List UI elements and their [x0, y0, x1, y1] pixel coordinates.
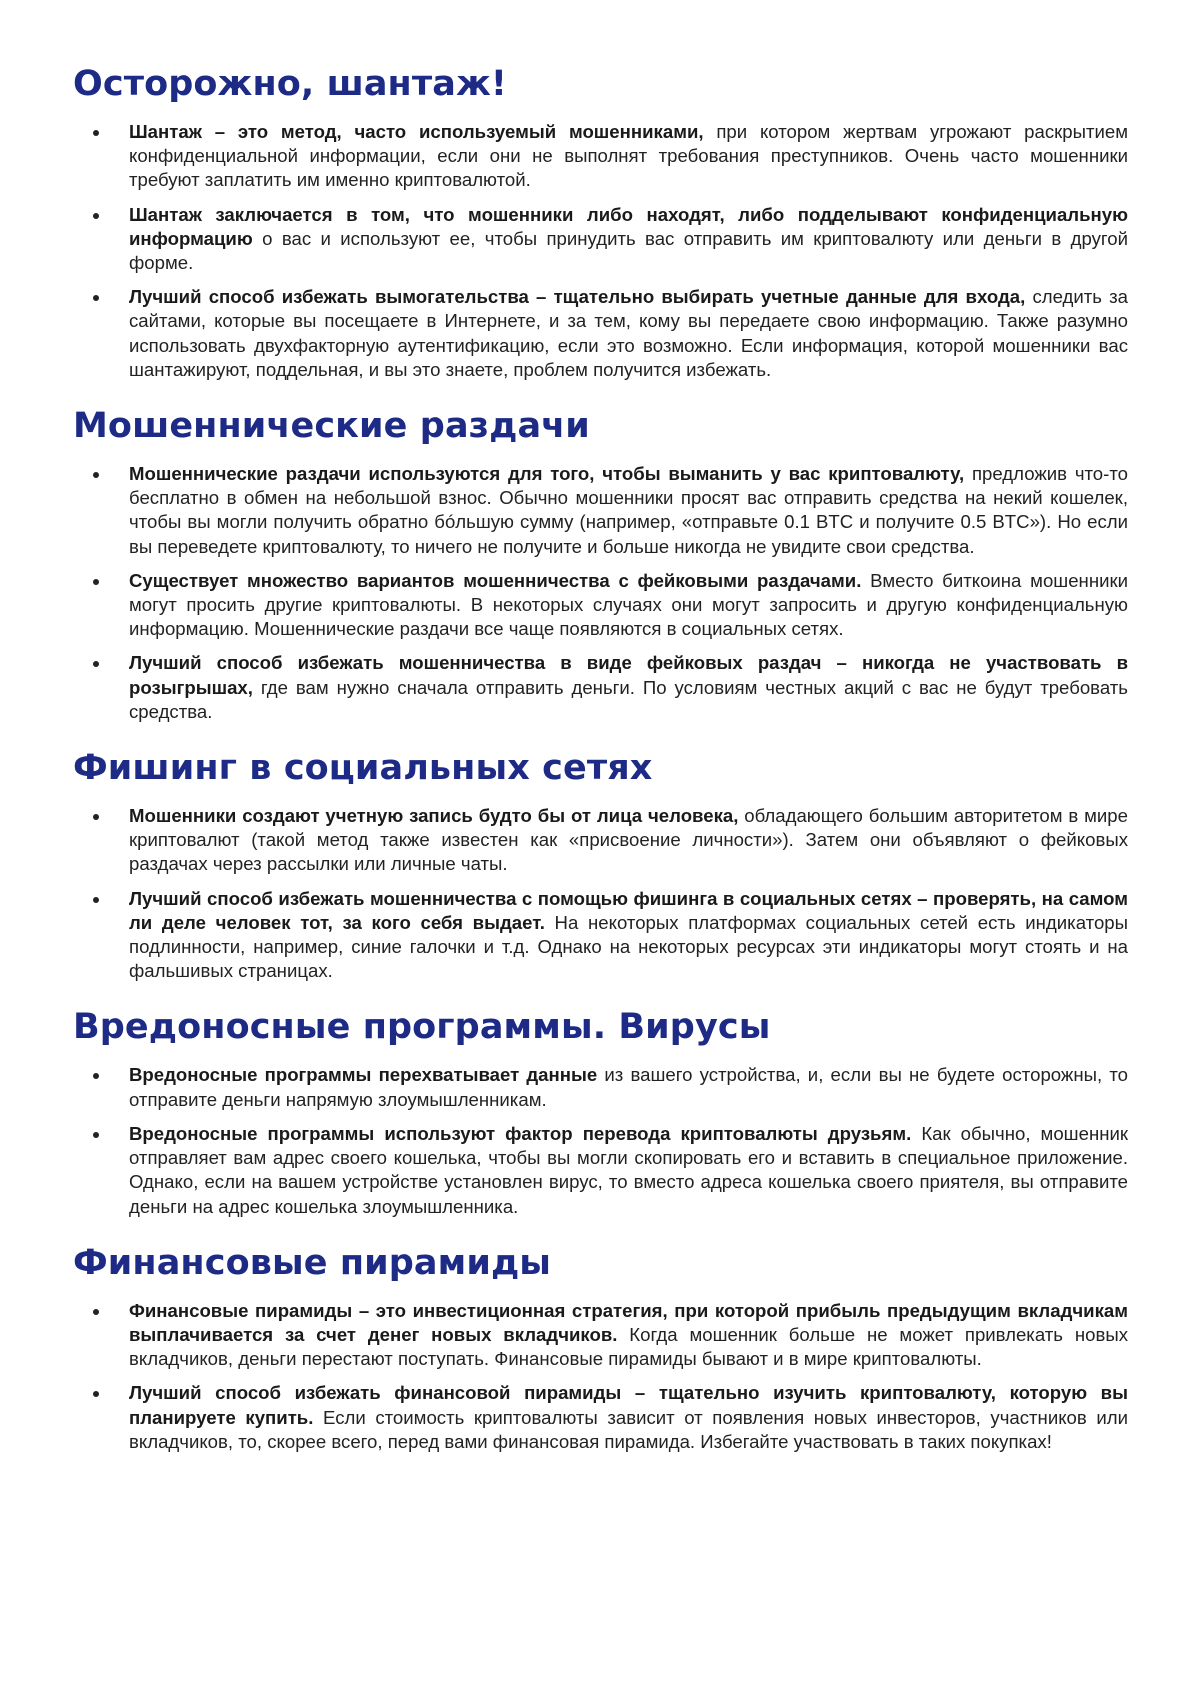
bullet-icon	[93, 295, 99, 301]
section-pyramids	[73, 1241, 1128, 1454]
list-item	[73, 1381, 1128, 1454]
item-bold-text: Финансовые пирамиды – это инвестиционная стратегия, при которой прибыль предыдущим вкладчикам выплачивается за счет денег новых вкладчиков.	[129, 1299, 1128, 1345]
item-bold-text: Вредоносные программы перехватывает данные	[129, 1064, 598, 1086]
item-text: Когда мошенник больше не может привлекать новых вкладчиков, деньги перестают поступать. Финансовые пирамиды бывают и в мире криптовалюты.	[129, 1323, 1128, 1370]
item-text: Как обычно, мошенник отправляет вам адрес своего кошелька, чтобы вы могли скопировать его и вставить в специальное приложение. Однако, если на вашем устройстве установлен вирус, то вместо адреса кошелька своего приятеля, вы отправите деньги на адрес кошелька злоумышленника.	[129, 1122, 1128, 1217]
item-text: На некоторых платформах социальных сетей есть индикаторы подлинности, например, синие галочки и т.д. Однако на некоторых ресурсах эти индикаторы могут стоять и на фальшивых страницах.	[129, 911, 1128, 982]
bullet-icon	[93, 661, 99, 667]
item-text: предложив что-то бесплатно в обмен на небольшой взнос. Обычно мошенники просят вас отправить средства на некий кошелек, чтобы вы могли получить обратно бóльшую сумму (например, «отправьте 0.1 BTC и получите 0.5 BTC»). Но если вы переведете криптовалюту, то ничего не получите и больше никогда не увидите свои средства.	[129, 463, 1128, 557]
item-bold-text: Лучший способ избежать финансовой пирамиды – тщательно изучить криптовалюту, которую вы планируете купить.	[129, 1382, 1128, 1428]
bullet-icon	[93, 472, 99, 478]
section-title: Осторожно, шантаж!	[73, 64, 507, 104]
section-giveaways	[73, 404, 1128, 724]
item-bold-text: Шантаж – это метод, часто используемый мошенниками,	[129, 121, 704, 142]
list-item	[73, 1063, 1128, 1111]
item-bold-text: Существует множество вариантов мошенничества с фейковыми раздачами.	[129, 569, 862, 591]
item-bold-text: Лучший способ избежать вымогательства – тщательно выбирать учетные данные для входа,	[129, 286, 1026, 308]
item-text: о вас и используют ее, чтобы принудить вас отправить им криптовалюту или деньги в другой форме.	[129, 227, 1128, 274]
section-title: Вредоносные программы. Вирусы	[73, 1007, 771, 1048]
section-title: Финансовые пирамиды	[73, 1242, 552, 1283]
section-title: Фишинг в социальных сетях	[73, 748, 653, 789]
bullet-list	[73, 1299, 1128, 1454]
bullet-icon	[93, 579, 99, 585]
item-text: при котором жертвам угрожают раскрытием конфиденциальной информации, если они не выполнят требования преступников. Очень часто мошенники требуют заплатить им именно криптовалютой.	[129, 121, 1128, 191]
item-bold-text: Мошеннические раздачи используются для того, чтобы выманить у вас криптовалюту,	[129, 463, 965, 485]
section-phishing	[73, 746, 1128, 983]
bullet-list	[73, 804, 1128, 983]
item-bold-text: Лучший способ избежать мошенничества с помощью фишинга в социальных сетях – проверять, на самом ли деле человек тот, за кого себя выдает.	[129, 887, 1128, 933]
list-item	[73, 285, 1128, 382]
item-bold-text: Мошенники создают учетную запись будто бы от лица человека,	[129, 805, 739, 827]
section-malware	[73, 1005, 1128, 1218]
list-item	[73, 804, 1128, 877]
list-item	[73, 1299, 1128, 1372]
item-text: где вам нужно сначала отправить деньги. По условиям честных акций с вас не будут требовать средства.	[129, 676, 1128, 722]
list-item	[73, 1122, 1128, 1219]
item-bold-text: Вредоносные программы используют фактор перевода криптовалюты друзьям.	[129, 1122, 912, 1144]
section-blackmail	[73, 62, 1128, 382]
item-text: Вместо биткоина мошенники могут просить другие криптовалюты. В некоторых случаях они могут запросить и другую конфиденциальную информацию. Мошеннические раздачи все чаще появляются в социальных сетях.	[129, 569, 1128, 640]
bullet-icon	[93, 814, 99, 820]
section-title: Мошеннические раздачи	[73, 406, 590, 447]
item-bold-text: Лучший способ избежать мошенничества в виде фейковых раздач – никогда не участвовать в розыгрышах,	[129, 652, 1128, 698]
item-text: обладающего большим авторитетом в мире криптовалют (такой метод также известен как «присвоение личности»). Затем они объявляют о фейковых раздачах через рассылки или личные чаты.	[129, 805, 1128, 875]
item-text: из вашего устройства, и, если вы не будете осторожны, то отправите деньги напрямую злоумышленникам.	[129, 1064, 1128, 1110]
bullet-icon	[93, 897, 99, 903]
bullet-icon	[93, 1132, 99, 1138]
bullet-icon	[93, 1073, 99, 1079]
list-item	[73, 569, 1128, 642]
item-text: следить за сайтами, которые вы посещаете в Интернете, и за тем, кому вы передаете свою информацию. Также разумно использовать двухфакторную аутентификацию, если это возможно. Если информация, которой мошенники вас шантажируют, поддельная, и вы это знаете, проблем получится избежать.	[129, 286, 1129, 380]
item-text: Если стоимость криптовалюты зависит от появления новых инвесторов, участников или вкладчиков, то, скорее всего, перед вами финансовая пирамида. Избегайте участвовать в таких покупках!	[129, 1406, 1128, 1452]
list-item	[73, 203, 1128, 276]
bullet-icon	[93, 213, 99, 219]
bullet-list	[73, 120, 1128, 382]
bullet-icon	[93, 1309, 99, 1315]
list-item	[73, 887, 1128, 984]
list-item	[73, 651, 1128, 724]
list-item	[73, 120, 1128, 193]
list-item	[73, 462, 1128, 559]
bullet-list	[73, 462, 1128, 724]
bullet-list	[73, 1063, 1128, 1218]
bullet-icon	[93, 130, 99, 136]
bullet-icon	[93, 1391, 99, 1397]
item-bold-text: Шантаж заключается в том, что мошенники либо находят, либо подделывают конфиденциальную информацию	[129, 203, 1128, 249]
